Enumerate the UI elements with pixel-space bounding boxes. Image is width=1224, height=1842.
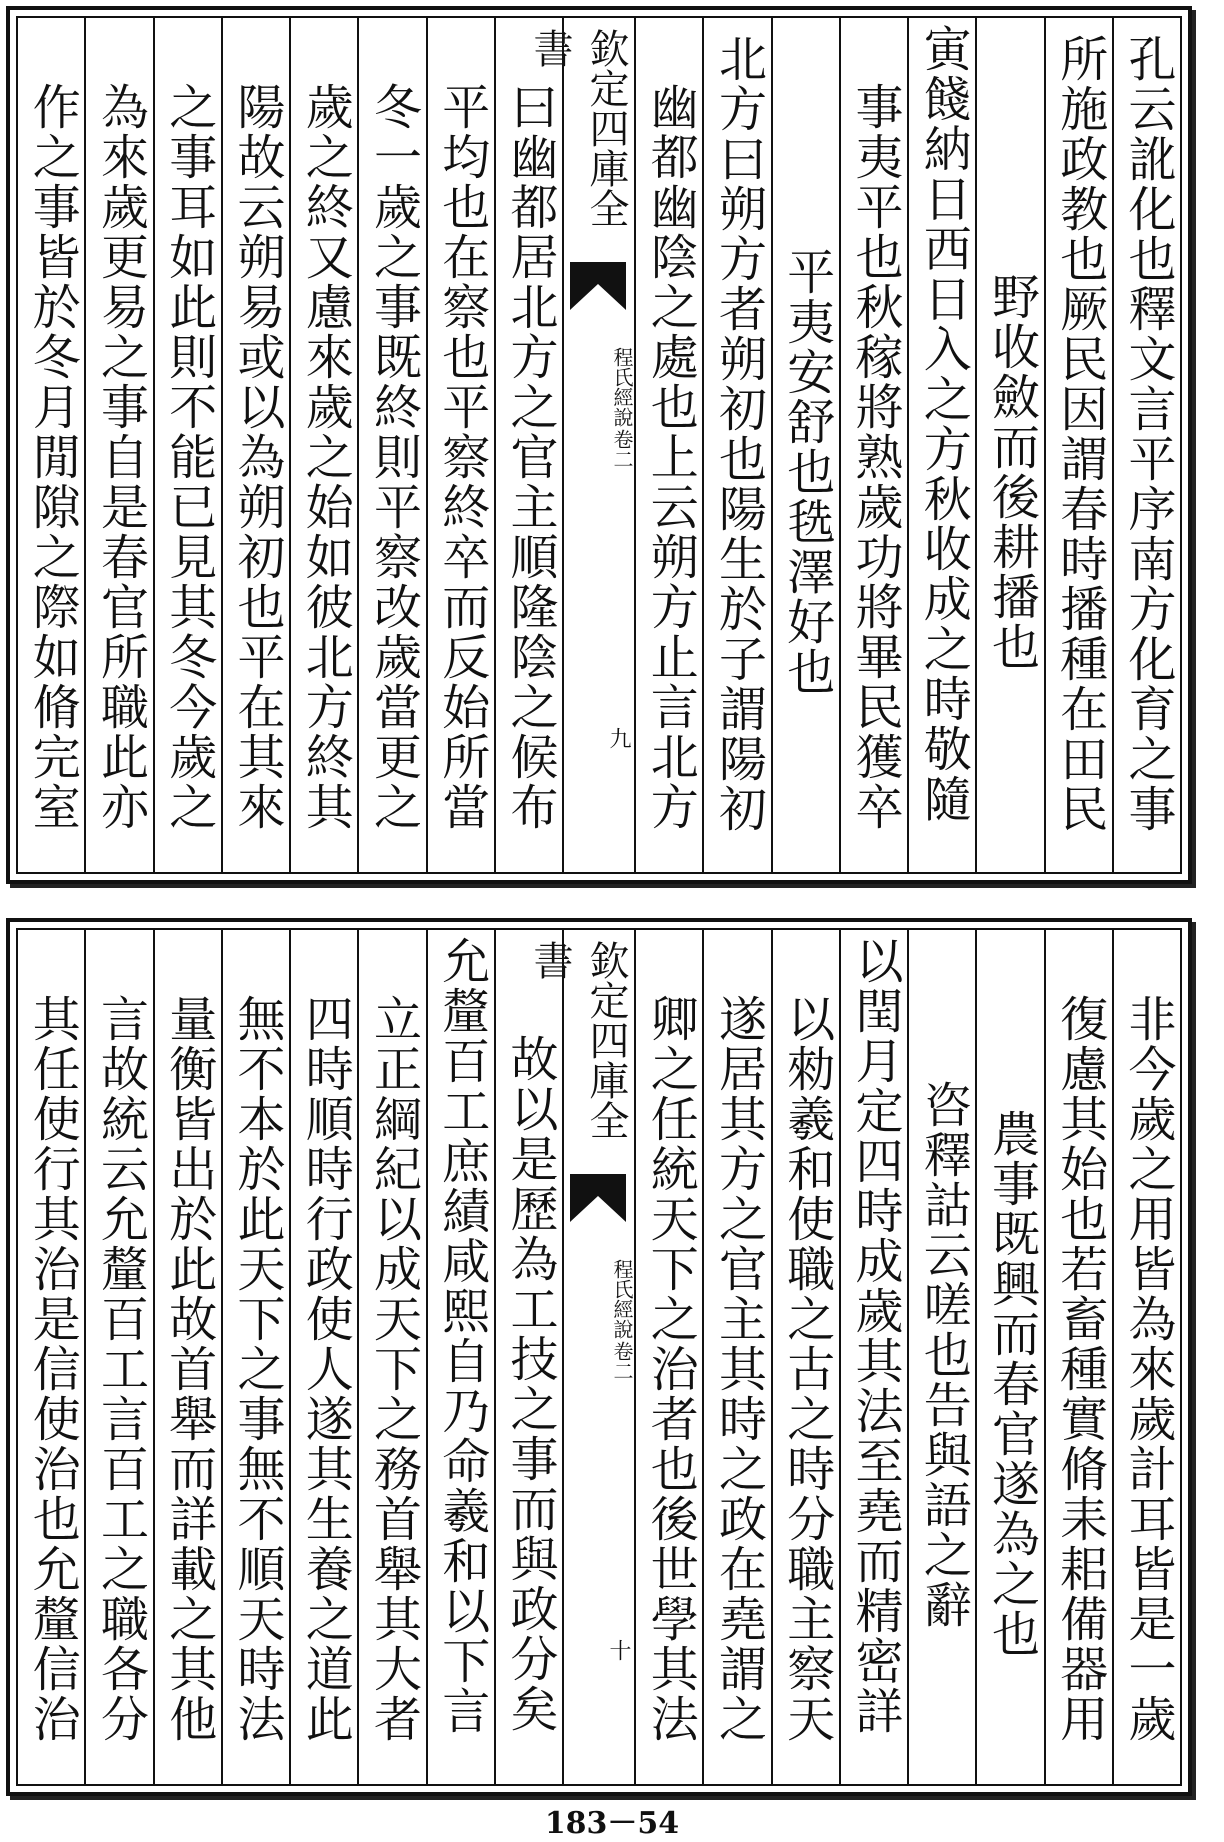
- text-column: [1112, 930, 1180, 1784]
- work-title: [564, 338, 634, 478]
- text-column: [84, 18, 152, 872]
- column-text: 允釐百工庶績咸熙自乃命羲和以下言: [433, 936, 490, 1736]
- column-text: 復慮其始也若畜種實脩耒耜備器用: [1051, 994, 1108, 1744]
- volume-label: 卷二: [610, 1341, 634, 1381]
- bottom-page-columns: [18, 930, 1180, 1784]
- column-text: 寅餞納日西日入之方秋收成之時敬隨: [915, 24, 972, 824]
- column-text: 野收斂而後耕播也: [983, 272, 1040, 672]
- column-text: 所施政教也厥民因謂春時播種在田民: [1051, 34, 1108, 834]
- text-column: [153, 18, 221, 872]
- book-title: 欽定四庫全書: [527, 28, 629, 228]
- column-text: 平均也在察也平察終卒而反始所當: [433, 82, 490, 832]
- text-column: [426, 18, 494, 872]
- volume-label: 卷二: [610, 429, 634, 469]
- text-column: [907, 930, 975, 1784]
- text-column: [221, 930, 289, 1784]
- page-code: 183－54: [544, 1806, 680, 1841]
- column-text: 遂居其方之官主其時之政在堯謂之: [710, 994, 767, 1744]
- bottom-page-frame: [16, 928, 1182, 1786]
- text-column: [1044, 18, 1112, 872]
- text-column: [426, 930, 494, 1784]
- work-title: [564, 1250, 634, 1390]
- text-column: [221, 18, 289, 872]
- fish-tail-mark-icon: [570, 262, 626, 310]
- column-text: 陽故云朔易或以為朔初也平在其來: [229, 82, 285, 832]
- text-column: [839, 18, 907, 872]
- text-column: [18, 18, 84, 872]
- column-text: 故以是歷為工技之事而與政分矣: [502, 1034, 558, 1734]
- column-text: 幽都幽陰之處也上云朔方止言北方: [642, 82, 699, 832]
- top-page-frame: [16, 16, 1182, 874]
- top-page-columns: [18, 18, 1180, 872]
- column-text: 作之事皆於冬月閒隙之際如脩完室: [24, 82, 81, 832]
- column-text: 無不本於此天下之事無不順天時法: [229, 994, 285, 1744]
- book-title: 欽定四庫全書: [527, 940, 629, 1140]
- text-column: [1112, 18, 1180, 872]
- text-column: [702, 930, 770, 1784]
- column-text: 言故統云允釐百工言百工之職各分: [92, 994, 149, 1744]
- column-text: 量衡皆出於此故首舉而詳載之其他: [160, 994, 217, 1744]
- page-number: 九: [606, 727, 631, 749]
- text-column: [975, 930, 1043, 1784]
- column-text: 立正綱紀以成天下之務首舉其大者: [365, 994, 422, 1744]
- text-column: [634, 930, 702, 1784]
- top-page: [6, 6, 1192, 884]
- text-column: [289, 930, 357, 1784]
- text-column: [1044, 930, 1112, 1784]
- text-column: [494, 18, 562, 872]
- work-name: 程氏經說: [610, 1259, 634, 1339]
- column-text: 曰幽都居北方之官主順隆陰之候布: [502, 82, 558, 832]
- column-text: 事夷平也秋稼將熟歲功將畢民獲卒: [847, 82, 903, 832]
- column-text: 農事既興而春官遂為之也: [983, 1109, 1040, 1659]
- fish-tail-mark-icon: [570, 1174, 626, 1222]
- text-column: [634, 18, 702, 872]
- text-column: [153, 930, 221, 1784]
- text-column: [702, 18, 770, 872]
- column-text: 之事耳如此則不能已見其冬今歲之: [160, 82, 217, 832]
- column-text: 以勑羲和使職之古之時分職主察天: [778, 994, 835, 1744]
- text-column: [975, 18, 1043, 872]
- text-column: [839, 930, 907, 1784]
- column-text: 以閏月定四時成歲其法至堯而精密詳: [847, 936, 903, 1736]
- page-number: 十: [606, 1639, 631, 1661]
- column-text: 歲之終又慮來歲之始如彼北方終其: [297, 82, 354, 832]
- text-column: [18, 930, 84, 1784]
- column-text: 孔云訛化也釋文言平序南方化育之事: [1120, 34, 1176, 834]
- column-text: 冬一歲之事既終則平察改歲當更之: [365, 82, 422, 832]
- text-column: [771, 930, 839, 1784]
- text-column: [494, 930, 562, 1784]
- column-text: 平夷安舒也毨澤好也: [778, 247, 835, 697]
- column-text: 四時順時行政使人遂其生養之道此: [297, 994, 354, 1744]
- text-column: [771, 18, 839, 872]
- text-column: [357, 18, 425, 872]
- text-column: [907, 18, 975, 872]
- column-text: 非今歲之用皆為來歲計耳皆是一歲: [1120, 994, 1176, 1744]
- text-column: [357, 930, 425, 1784]
- column-text: 其任使行其治是信使治也允釐信治: [24, 994, 81, 1744]
- text-column: [289, 18, 357, 872]
- column-text: 卿之任統天下之治者也後世學其法: [642, 994, 699, 1744]
- text-column: [84, 930, 152, 1784]
- column-text: 為來歲更易之事自是春官所職此亦: [92, 82, 149, 832]
- column-text: 咨釋詁云嗟也告與語之辭: [915, 1080, 972, 1630]
- column-text: 北方曰朔方者朔初也陽生於子謂陽初: [710, 34, 767, 834]
- work-name: 程氏經說: [610, 347, 634, 427]
- bottom-page: [6, 918, 1192, 1796]
